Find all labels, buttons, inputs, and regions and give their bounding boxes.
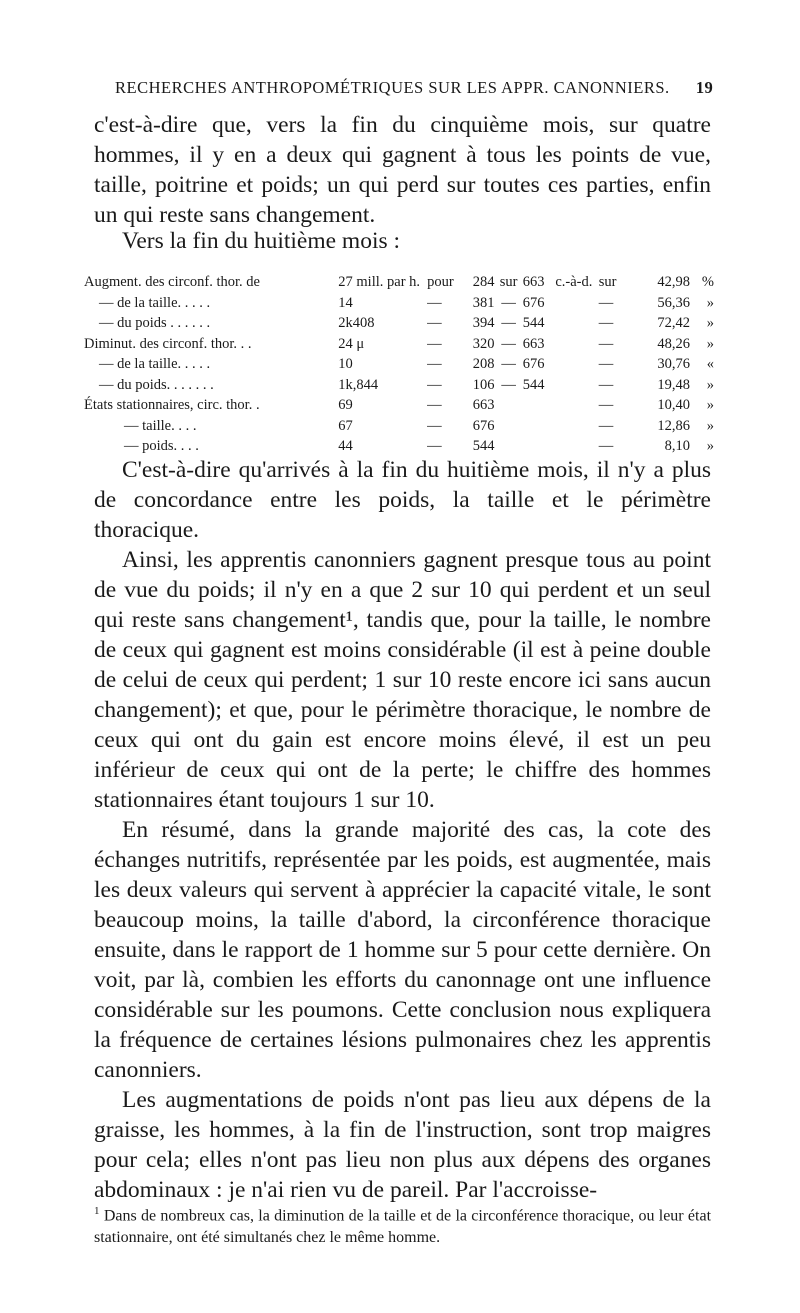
main-text [94, 455, 711, 1205]
stats-table-body [84, 272, 714, 457]
table-cell-value: 10 [338, 356, 353, 372]
table-cell-unit: » [706, 417, 714, 434]
paragraph-ainsi: Ainsi, les apprentis canonniers gagnent presque tous au point de vue du poids; il n'y en a que 2 sur 10 qui perdent et un seul qui reste sans changement¹, tandis que, pour la taille, le nombre de ceux qui gagnent est moins considérable (il est à peine double de celui de ceux qui perdent; 1 sur 10 reste encore ici sans aucun changement); et que, pour le périmètre thoracique, le nombre de ceux qui ont du gain est encore moins élevé, il est un peu inférieur de ceux qui ont de la perte; le chiffre des hommes stationnaires étant toujours 1 sur 10. [94, 547, 711, 813]
footnote-text: Dans de nombreux cas, la diminution de la taille et de la circonférence thoracique, ou leur état stationnaire, ont été simultanés chez le même homme. [94, 1207, 712, 1247]
table-cell-m: 544 [522, 315, 545, 331]
footnote [94, 1200, 711, 1249]
table-cell-cad [555, 293, 598, 314]
table-cell-value: 27 mill. par h. [338, 274, 421, 290]
table-cell-n: 394 [472, 315, 495, 331]
table-cell-sur: — [501, 356, 516, 372]
table-cell-value: 69 [338, 397, 353, 413]
table-cell-value: 44 [338, 438, 353, 454]
table-cell-n: 381 [472, 294, 495, 311]
table-cell-unit: % [701, 274, 714, 290]
table-cell-pct: 72,42 [657, 315, 691, 331]
lead-line: Vers la fin du huitième mois : [122, 228, 401, 254]
paragraph-augmentations: Les augmentations de poids n'ont pas lieu aux dépens de la graisse, les hommes, à la fin de l'instruction, sont trop maigres pour cela; elles n'ont pas lieu non plus aux dépens des organes abdominaux : je n'ai rien vu de pareil. Par l'accroisse- [94, 1087, 711, 1203]
table-cell-unit: » [706, 397, 714, 413]
table-cell-sur2: — [598, 294, 614, 311]
table-cell-sur: — [501, 294, 516, 311]
table-cell-sur2: — [598, 315, 614, 331]
intro-block [94, 110, 711, 230]
table-cell-label: — du poids. . . . . . . [99, 376, 214, 393]
table-cell-cad [555, 313, 598, 334]
table-cell-cad [555, 354, 598, 375]
table-cell-cad [555, 416, 598, 437]
table-cell-unit: » [706, 376, 714, 393]
running-title: RECHERCHES ANTHROPOMÉTRIQUES SUR LES APPR. CANONNIERS. [115, 78, 670, 97]
table-cell-m: 676 [522, 356, 545, 372]
table-cell-cad [555, 375, 598, 396]
table-cell-sur [494, 436, 522, 457]
table-row [84, 334, 714, 355]
table-cell-n: 106 [472, 376, 495, 393]
table-cell-m [523, 436, 556, 457]
table-cell-sur2: — [598, 438, 614, 454]
paragraph-resume: En résumé, dans la grande majorité des cas, la cote des échanges nutritifs, représentée par les poids, est augmentée, mais les deux valeurs qui servent à apprécier la capacité vitale, le sont beaucoup moins, la taille d'abord, la circonférence thoracique ensuite, dans le rapport de 1 homme sur 5 pour cette dernière. On voit, par là, combien les efforts du canonnage ont une influence considérable sur les poumons. Cette conclusion nous expliquera la fréquence de certaines lésions pulmonaires chez les apprentis canonniers. [94, 817, 711, 1083]
table-cell-pour: — [427, 376, 442, 393]
table-cell-pct: 48,26 [657, 335, 691, 352]
table-cell-n: 663 [472, 397, 495, 413]
table-cell-value: 2k408 [338, 315, 375, 331]
footnote-mark: 1 [94, 1205, 100, 1217]
table-cell-sur: sur [499, 274, 518, 290]
table-cell-label: Augment. des circonf. thor. de [84, 274, 260, 290]
table-cell-n: 544 [472, 438, 495, 454]
table-cell-m: 663 [522, 274, 545, 290]
table-cell-label: Diminut. des circonf. thor. . . [84, 335, 252, 352]
page-number: 19 [695, 78, 713, 97]
table-cell-cad [555, 395, 598, 416]
table-cell-unit: » [706, 335, 714, 352]
table-row [84, 293, 714, 314]
table-cell-value: 24 μ [338, 335, 365, 352]
table-cell-label: — du poids . . . . . . [99, 315, 211, 331]
table-cell-n: 284 [472, 274, 495, 290]
table-row [84, 272, 714, 293]
table-row [84, 375, 714, 396]
paragraph-conclusion: C'est-à-dire qu'arrivés à la fin du huitième mois, il n'y a plus de concordance entre les poids, la taille et le périmètre thoracique. [94, 457, 711, 543]
table-cell-pct: 8,10 [664, 438, 691, 454]
table-cell-value: 67 [338, 417, 353, 434]
table-row [84, 354, 714, 375]
table-cell-label: — de la taille. . . . . [99, 294, 211, 311]
table-cell-sur2: — [598, 376, 614, 393]
table-cell-unit: « [706, 356, 714, 372]
table-cell-cad [555, 334, 598, 355]
table-cell-label: États stationnaires, circ. thor. . [84, 397, 260, 413]
table-cell-pour: — [427, 294, 442, 311]
table-cell-m: 663 [522, 335, 545, 352]
table-cell-cad [555, 436, 598, 457]
table-cell-sur2: sur [598, 274, 617, 290]
table-cell-value: 1k,844 [338, 376, 379, 393]
table-cell-sur: — [501, 335, 516, 352]
table-cell-pct: 56,36 [657, 294, 691, 311]
table-cell-pour: — [427, 356, 442, 372]
table-cell-sur [494, 416, 522, 437]
table-cell-sur: — [501, 376, 516, 393]
table-cell-label: — taille. . . . [124, 417, 197, 434]
table-cell-pct: 30,76 [657, 356, 691, 372]
table-cell-n: 208 [472, 356, 495, 372]
table-cell-unit: » [706, 438, 714, 454]
table-row [84, 416, 714, 437]
table-cell-sur2: — [598, 397, 614, 413]
table-cell-pct: 42,98 [657, 274, 691, 290]
table-cell-m: 676 [522, 294, 545, 311]
table-cell-pct: 10,40 [657, 397, 691, 413]
table-cell-pour: — [427, 417, 442, 434]
table-cell-sur2: — [598, 417, 614, 434]
table-cell-n: 676 [472, 417, 495, 434]
table-cell-pct: 12,86 [657, 417, 691, 434]
table-cell-m [523, 416, 556, 437]
table-cell-m [523, 395, 556, 416]
running-header [115, 78, 713, 98]
table-cell-pour: — [427, 315, 442, 331]
table-cell-sur [494, 395, 522, 416]
table-cell-sur: — [501, 315, 516, 331]
table-cell-sur2: — [598, 335, 614, 352]
table-cell-pour: — [427, 397, 442, 413]
table-cell-unit: » [706, 315, 714, 331]
table-cell-pour: pour [427, 274, 454, 290]
intro-paragraph: c'est-à-dire que, vers la fin du cinquième mois, sur quatre hommes, il y en a deux qui gagnent à tous les points de vue, taille, poitrine et poids; un qui perd sur toutes ces parties, enfin un qui reste sans changement. [94, 112, 711, 228]
table-cell-m: 544 [522, 376, 545, 393]
table-cell-pour: — [427, 335, 442, 352]
table-cell-unit: » [706, 294, 714, 311]
table-cell-pct: 19,48 [657, 376, 691, 393]
table-row [84, 436, 714, 457]
table-cell-label: — poids. . . . [124, 438, 199, 454]
table-row [84, 395, 714, 416]
table-cell-label: — de la taille. . . . . [99, 356, 211, 372]
stats-table [84, 272, 714, 457]
table-row [84, 313, 714, 334]
table-cell-n: 320 [472, 335, 495, 352]
table-cell-pour: — [427, 438, 442, 454]
table-cell-cad: c.-à-d. [555, 274, 593, 290]
table-cell-value: 14 [338, 294, 353, 311]
table-cell-sur2: — [598, 356, 614, 372]
